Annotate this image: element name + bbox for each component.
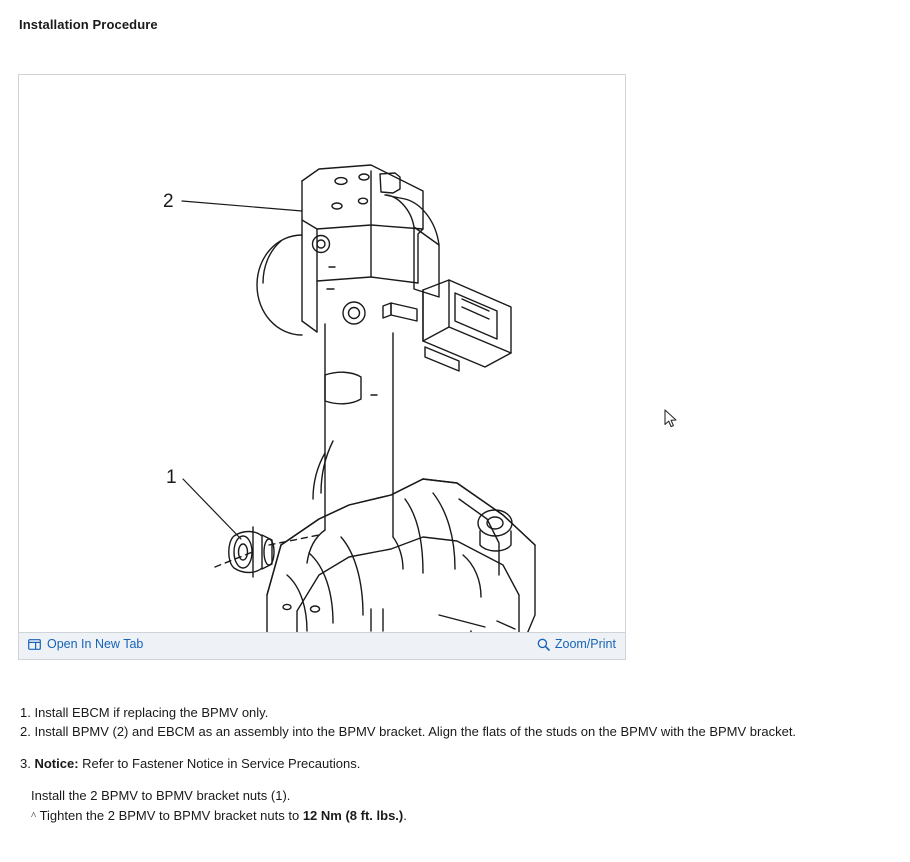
sub-step-tighten	[31, 806, 890, 826]
callout-label-2: 2	[163, 191, 174, 212]
magnifier-icon	[537, 638, 550, 651]
open-in-new-tab-label[interactable]: Open In New Tab	[47, 637, 144, 651]
mouse-pointer	[664, 409, 678, 429]
new-tab-icon	[28, 638, 41, 651]
figure-illustration	[19, 75, 625, 633]
figure-card	[18, 74, 626, 660]
step-marker: 2.	[20, 724, 31, 739]
sub-steps	[20, 786, 890, 826]
sub-step-install: Install the 2 BPMV to BPMV bracket nuts (1).	[31, 788, 291, 803]
bpmv-ebcm-exploded-diagram	[19, 75, 625, 633]
figure-toolbar	[19, 632, 625, 659]
step-item	[20, 703, 890, 722]
step-item	[20, 722, 890, 741]
open-in-new-tab-button[interactable]	[28, 637, 143, 651]
notice-label: Notice:	[34, 756, 79, 771]
procedure-steps	[20, 703, 890, 826]
step-marker: 1.	[20, 705, 31, 720]
bullet-caret-icon: ^	[31, 810, 37, 822]
page-title: Installation Procedure	[19, 17, 158, 32]
torque-value: 12 Nm (8 ft. lbs.)	[302, 808, 404, 823]
sub-step-tighten-prefix: Tighten the 2 BPMV to BPMV bracket nuts to	[39, 808, 303, 823]
zoom-print-button[interactable]	[537, 637, 616, 651]
zoom-print-label[interactable]: Zoom/Print	[554, 637, 616, 651]
step-text: Install BPMV (2) and EBCM as an assembly into the BPMV bracket. Align the flats of the studs on the BPMV with the BPMV bracket.	[34, 724, 797, 739]
spacer	[20, 741, 890, 754]
callout-label-1: 1	[166, 467, 177, 488]
step-marker: 3.	[20, 756, 31, 771]
step-text: Install EBCM if replacing the BPMV only.	[34, 705, 269, 720]
notice-text: Refer to Fastener Notice in Service Precautions.	[78, 756, 361, 771]
notice-step	[20, 754, 890, 773]
sub-step-tighten-suffix: .	[403, 808, 407, 823]
